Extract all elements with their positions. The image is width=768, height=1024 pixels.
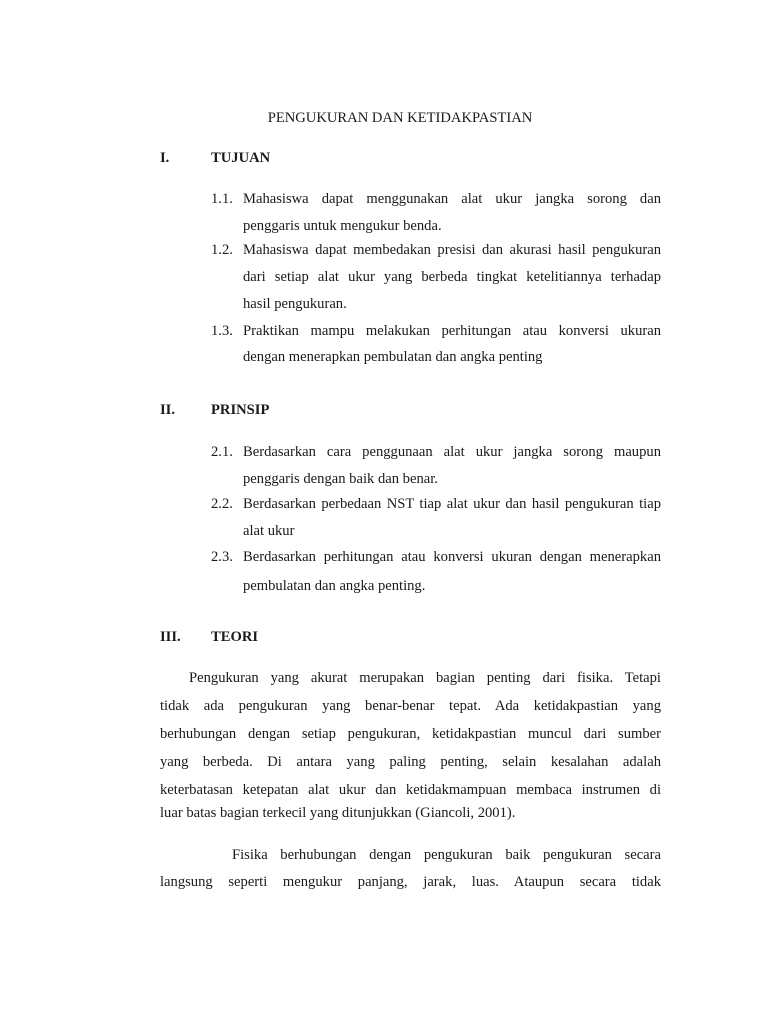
list-item-text: Praktikan mampu melakukan perhitungan atau konversi ukuran — [243, 323, 661, 339]
paragraph-line: yang berbeda. Di antara yang paling penting, selain kesalahan adalah — [160, 754, 661, 770]
list-item-number: 2.3. — [211, 549, 233, 565]
list-item-text: Berdasarkan cara penggunaan alat ukur jangka sorong maupun — [243, 444, 661, 460]
list-item-number: 1.3. — [211, 323, 233, 339]
paragraph-line: langsung seperti mengukur panjang, jarak, luas. Ataupun secara tidak — [160, 874, 661, 890]
list-item-text: alat ukur — [243, 523, 295, 539]
list-item-number: 2.2. — [211, 496, 233, 512]
list-item-text: penggaris dengan baik dan benar. — [243, 471, 438, 487]
list-item-text: hasil pengukuran. — [243, 296, 347, 312]
list-item-text: dari setiap alat ukur yang berbeda tingkat ketelitiannya terhadap — [243, 269, 661, 285]
list-item-text: Berdasarkan perhitungan atau konversi ukuran dengan menerapkan — [243, 549, 661, 565]
section-numeral: I. — [160, 150, 170, 166]
list-item-text: Berdasarkan perbedaan NST tiap alat ukur dan hasil pengukuran tiap — [243, 496, 661, 512]
paragraph-line: berhubungan dengan setiap pengukuran, ketidakpastian muncul dari sumber — [160, 726, 661, 742]
paragraph-line: Fisika berhubungan dengan pengukuran baik pengukuran secara — [232, 847, 661, 863]
list-item-number: 1.2. — [211, 242, 233, 258]
paragraph-line: tidak ada pengukuran yang benar-benar tepat. Ada ketidakpastian yang — [160, 698, 661, 714]
section-numeral: III. — [160, 629, 181, 645]
list-item-number: 2.1. — [211, 444, 233, 460]
list-item-text: dengan menerapkan pembulatan dan angka penting — [243, 349, 543, 365]
list-item-text: penggaris untuk mengukur benda. — [243, 218, 442, 234]
list-item-text: Mahasiswa dapat membedakan presisi dan akurasi hasil pengukuran — [243, 242, 661, 258]
paragraph-line: luar batas bagian terkecil yang ditunjukkan (Giancoli, 2001). — [160, 805, 516, 821]
list-item-text: Mahasiswa dapat menggunakan alat ukur jangka sorong dan — [243, 191, 661, 207]
paragraph-line: keterbatasan ketepatan alat ukur dan ketidakmampuan membaca instrumen di — [160, 782, 661, 798]
list-item-text: pembulatan dan angka penting. — [243, 578, 426, 594]
section-heading: TEORI — [211, 629, 259, 645]
section-numeral: II. — [160, 402, 176, 418]
section-heading: TUJUAN — [211, 150, 271, 166]
document-title: PENGUKURAN DAN KETIDAKPASTIAN — [267, 110, 533, 126]
list-item-number: 1.1. — [211, 191, 233, 207]
paragraph-line: Pengukuran yang akurat merupakan bagian penting dari fisika. Tetapi — [189, 670, 661, 686]
section-heading: PRINSIP — [211, 402, 270, 418]
